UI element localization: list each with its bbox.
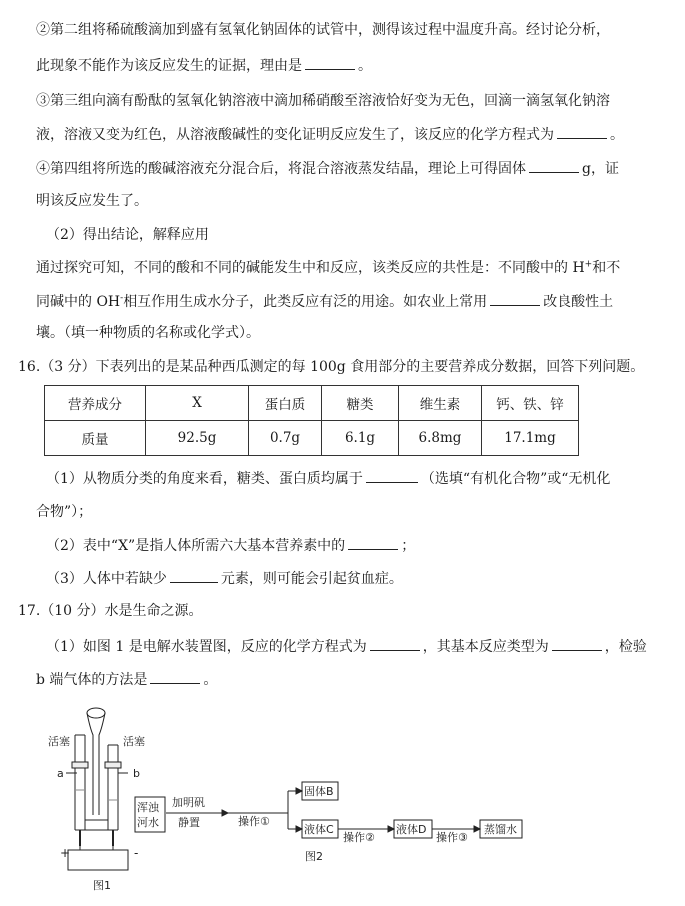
fig1-minus-sign: - <box>134 846 139 860</box>
q17-1-text4: b 端气体的方法是 <box>36 672 148 688</box>
fig2-op3-label: 操作③ <box>436 831 468 844</box>
q16-2-text: （2）表中“X”是指人体所需六大基本营养素中的 <box>46 538 346 554</box>
table-header-cell: 营养成分 <box>45 386 146 421</box>
para4-text: ④第四组将所选的酸碱溶液充分混合后，将混合溶液蒸发结晶，理论上可得固体 <box>36 161 526 177</box>
table-cell: 0.7g <box>249 421 322 456</box>
q15-2-heading: （2）得出结论，解释应用 <box>46 227 209 243</box>
fig1-valve-right-label: 活塞 <box>123 735 145 748</box>
table-cell: 6.8mg <box>399 421 482 456</box>
para2-end: 。 <box>358 58 372 74</box>
q16-1-text: （1）从物质分类的角度来看，糖类、蛋白质均属于 <box>46 471 363 487</box>
table-cell: 92.5g <box>146 421 249 456</box>
q17-header: 17.（10 分）水是生命之源。 <box>18 603 203 619</box>
q16-3-end: 元素，则可能会引起贫血症。 <box>220 571 403 587</box>
table-header-cell: 蛋白质 <box>249 386 322 421</box>
fig1-valve-left-label: 活塞 <box>48 735 70 748</box>
para3-text: 液，溶液又变为红色，从溶液酸碱性的变化证明反应发生了，该反应的化学方程式为 <box>36 127 554 143</box>
table-cell: 17.1mg <box>482 421 579 456</box>
fig2-caption: 图2 <box>305 850 323 863</box>
fig1-label-a: a <box>57 767 64 780</box>
fig1-label-b: b <box>133 767 140 780</box>
table-header-cell: 维生素 <box>399 386 482 421</box>
table-cell: 质量 <box>45 421 146 456</box>
q16-1-options: （选填“有机化合物”或“无机化 <box>420 471 611 487</box>
para3-line1: ③第三组向滴有酚酞的氢氧化钠溶液中滴加稀硝酸至溶液恰好变为无色，回滴一滴氢氧化钠溶 <box>36 93 610 109</box>
q16-1-line2: 合物”）； <box>36 504 93 520</box>
table-header-cell: 钙、铁、锌 <box>482 386 579 421</box>
fig1-plus-sign: + <box>60 846 71 860</box>
table-header-cell: X <box>146 386 249 421</box>
para4-unit: g，证 <box>582 161 619 177</box>
fig2-distilled-label: 蒸馏水 <box>484 823 517 836</box>
q15-2-line3: 壤。（填一种物质的名称或化学式）。 <box>36 325 260 341</box>
q17-1-end: 。 <box>203 672 218 688</box>
q17-1-text: （1）如图 1 是电解水装置图，反应的化学方程式为 <box>46 639 367 655</box>
para2-text: 此现象不能作为该反应发生的证据，理由是 <box>36 58 302 74</box>
para2-line1: ②第二组将稀硫酸滴加到盛有氢氧化钠固体的试管中，测得该过程中温度升高。经讨论分析， <box>36 22 610 38</box>
table-header-cell: 糖类 <box>322 386 399 421</box>
q15-2-oh: 同碱中的 OH <box>36 294 121 310</box>
q17-1-text2: ，其基本反应类型为 <box>422 639 549 655</box>
fig2-liquid-c-label: 液体C <box>304 823 334 836</box>
fig1-caption: 图1 <box>93 879 111 892</box>
fig1-electrolysis-apparatus <box>66 708 128 870</box>
fig2-step1-top: 加明矾 <box>172 796 205 809</box>
fig2-start-line1: 浑浊 <box>137 801 159 814</box>
para4-line2: 明该反应发生了。 <box>36 193 148 209</box>
q17-1-text3: ，检验 <box>604 639 647 655</box>
fig2-op2-label: 操作② <box>343 831 375 844</box>
fig2-op1-label: 操作① <box>238 815 270 828</box>
q15-2-text-end: 和不 <box>592 260 621 276</box>
q16-3-text: （3）人体中若缺少 <box>46 571 167 587</box>
fig2-solid-b-label: 固体B <box>304 785 334 798</box>
q16-header: 16.（3 分）下表列出的是某品种西瓜测定的每 100g 食用部分的主要营养成分数据，回答下列问题。 <box>18 359 645 375</box>
q15-2-text2-end: 改良酸性土 <box>543 294 614 310</box>
fig2-step1-bottom: 静置 <box>178 816 200 829</box>
q16-2-end: ； <box>401 538 416 554</box>
fig2-liquid-d-label: 液体D <box>396 823 427 836</box>
fig2-start-line2: 河水 <box>137 816 159 829</box>
fig2-arrowhead-1 <box>222 810 228 816</box>
q15-2-text2: 相互作用生成水分子，此类反应有泛的用途。如农业上常用 <box>123 294 488 310</box>
charge-plus: + <box>584 259 593 270</box>
table-cell: 6.1g <box>322 421 399 456</box>
para3-end: 。 <box>610 127 624 143</box>
q15-2-text: 通过探究可知，不同的酸和不同的碱能发生中和反应，该类反应的共性是：不同酸中的 H <box>36 260 585 276</box>
charge-minus: - <box>120 293 124 304</box>
